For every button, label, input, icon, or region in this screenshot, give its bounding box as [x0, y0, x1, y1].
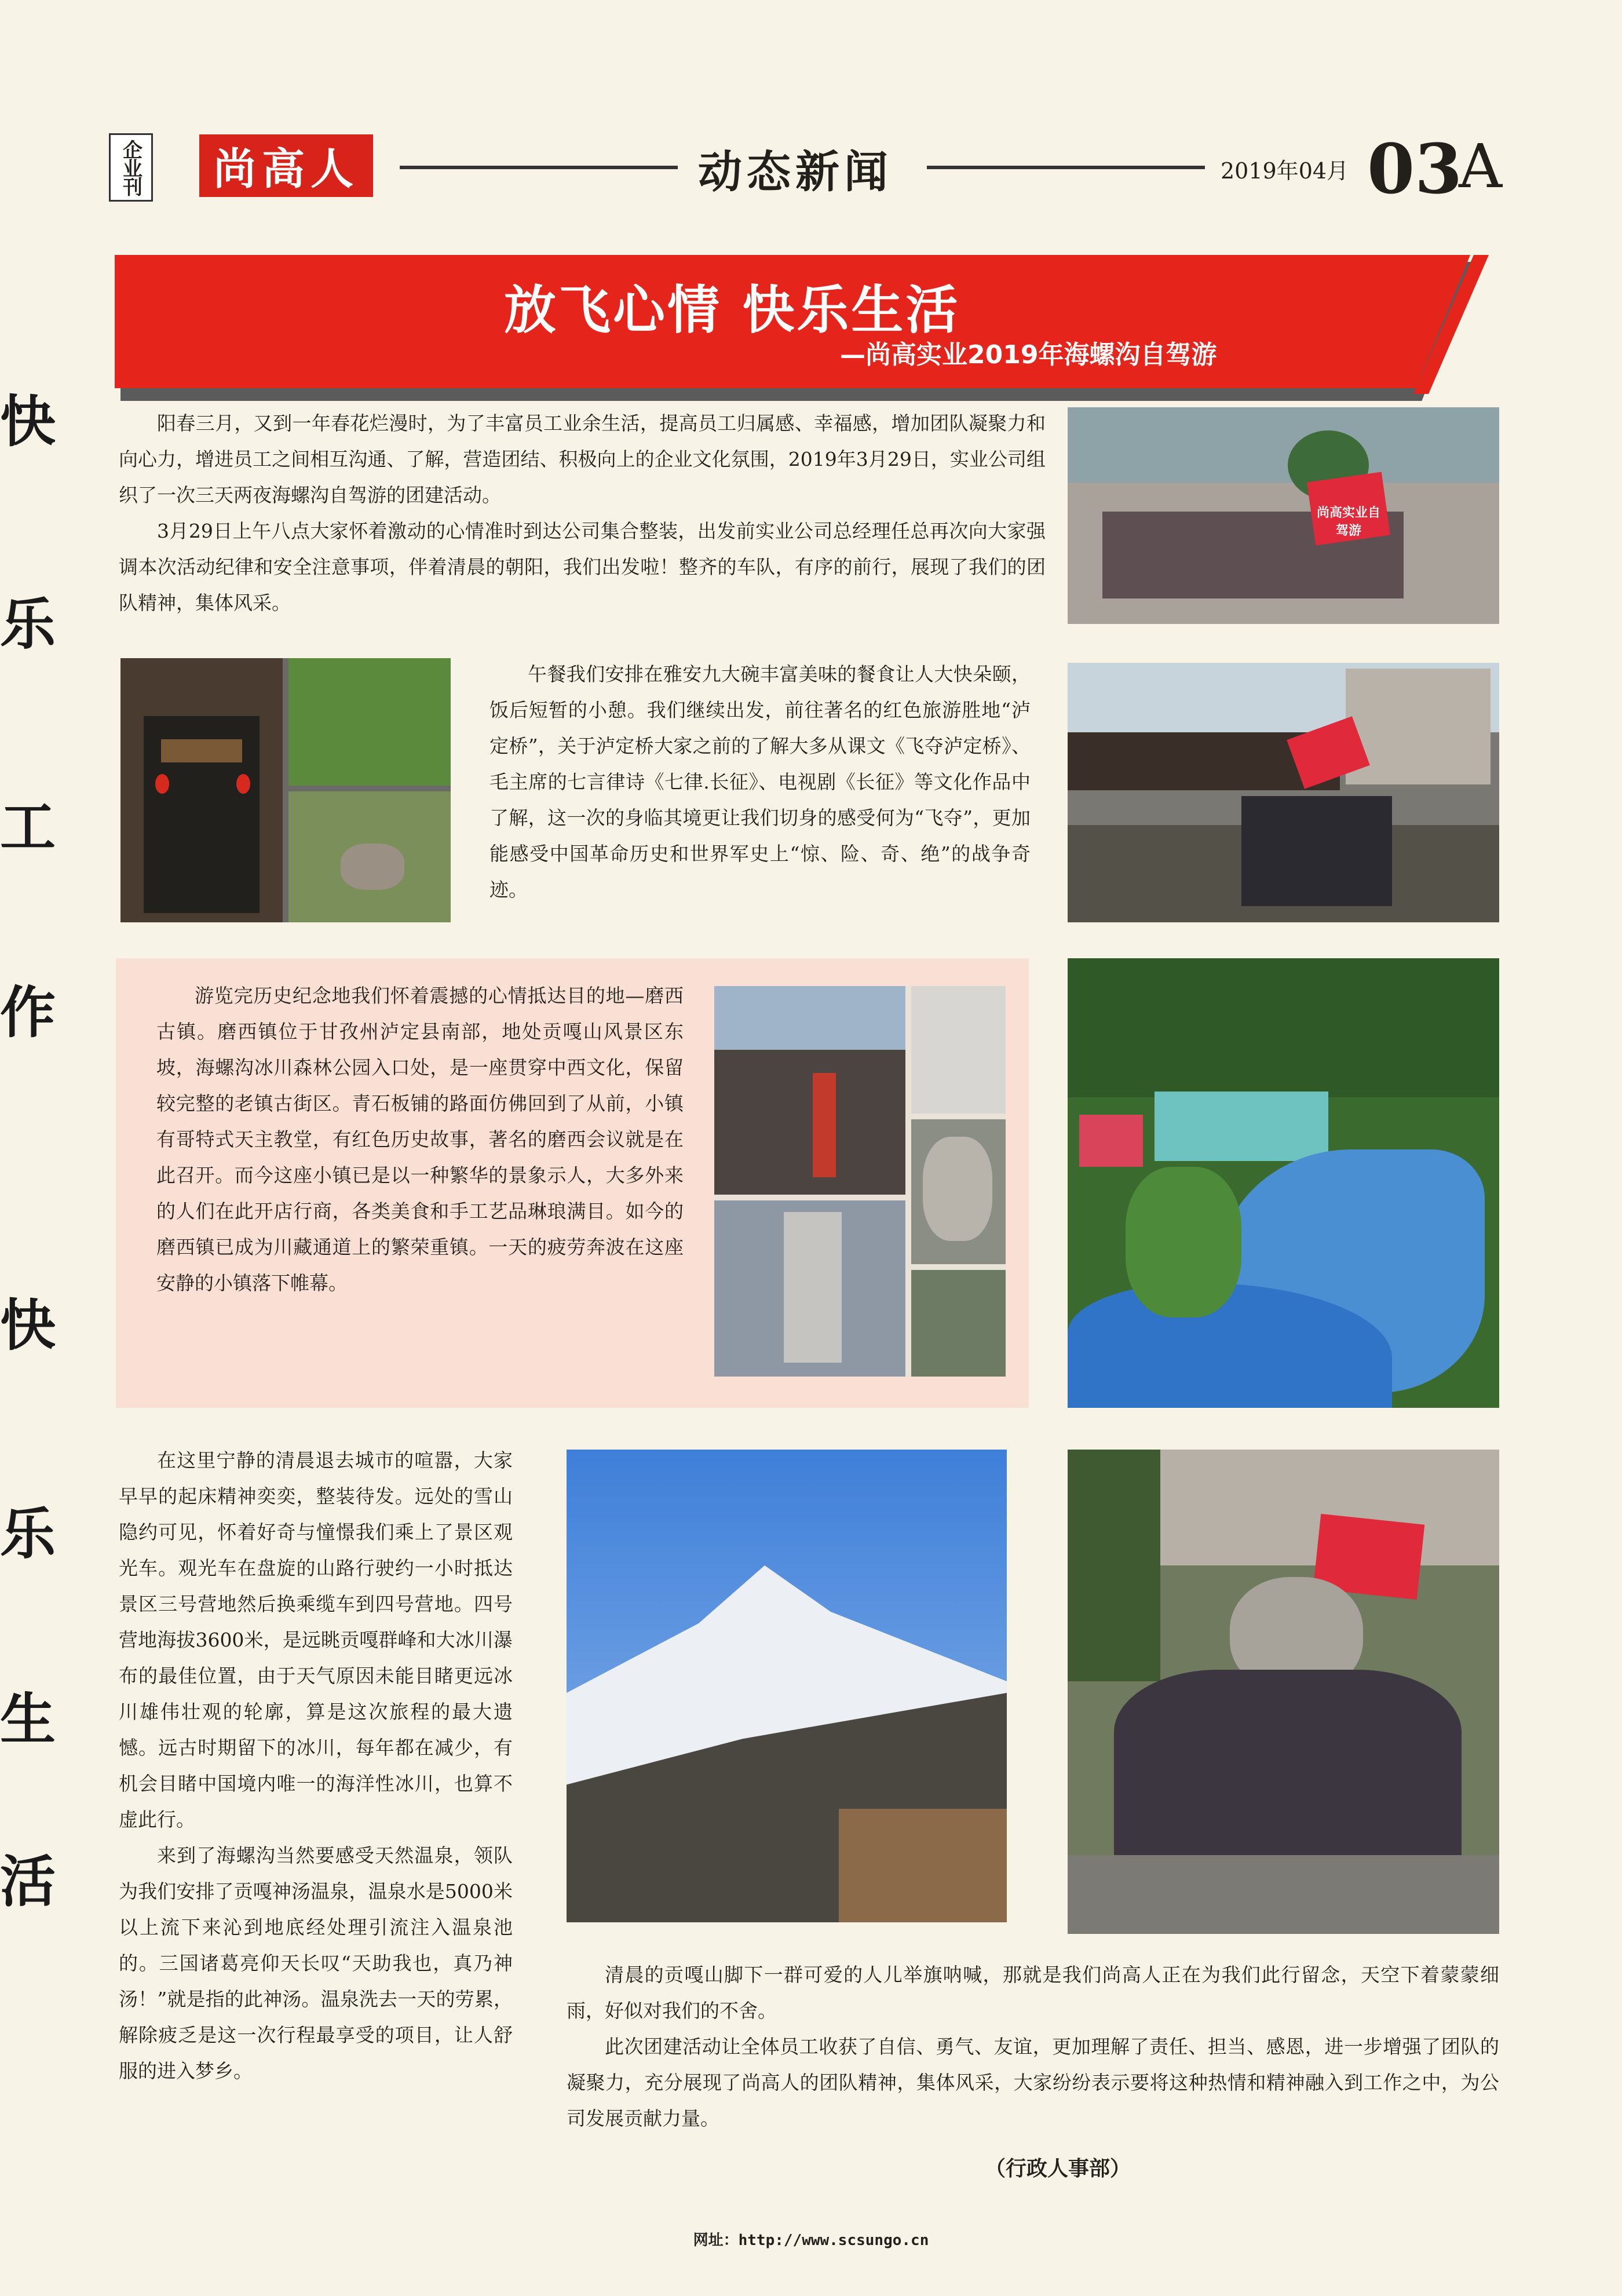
side-calligraphy-char: 生 [0, 1687, 56, 1752]
article-title: 放飞心情 快乐生活 [504, 280, 960, 341]
page-letter: A [1459, 131, 1503, 202]
paragraph: 3月29日上午八点大家怀着激动的心情准时到达公司集合整装，出发前实业公司总经理任总再次向大家强调本次活动纪律和安全注意事项，伴着清晨的朝阳，我们出发啦！整齐的车队，有序的前行，展现了我们的团队精神，集体风采。 [119, 520, 1046, 614]
side-calligraphy-char: 乐 [0, 592, 56, 657]
article-subtitle: —尚高实业2019年海螺沟自驾游 [840, 340, 1217, 370]
side-calligraphy-char: 活 [0, 1849, 56, 1914]
page-number: 03 [1367, 129, 1463, 209]
footer-website: 网址：http://www.scsungo.cn [693, 2232, 929, 2249]
brand-title: 尚高人 [199, 134, 373, 197]
side-calligraphy-char: 工 [0, 794, 56, 860]
article-body-closing [567, 1957, 1499, 2137]
side-calligraphy-char: 作 [0, 980, 56, 1045]
paragraph: 阳春三月，又到一年春花烂漫时，为了丰富员工业余生活，提高员工归属感、幸福感，增加团队凝聚力和向心力，增进员工之间相互沟通、了解，营造团结、积极向上的企业文化氛围，2019年3月29日，实业公司组织了一次三天两夜海螺沟自驾游的团建活动。 [119, 412, 1046, 506]
article-body-glacier [119, 1443, 513, 2089]
paragraph: 清晨的贡嘎山脚下一群可爱的人儿举旗呐喊，那就是我们尚高人正在为我们此行留念，天空下着蒙蒙细雨，好似对我们的不舍。 [567, 1963, 1499, 2022]
author-department: （行政人事部） [985, 2156, 1131, 2181]
paragraph: 游览完历史纪念地我们怀着震撼的心情抵达目的地—磨西古镇。磨西镇位于甘孜州泸定县南部，地处贡嘎山风景区东坡，海螺沟冰川森林公园入口处，是一座贯穿中西文化，保留较完整的老镇古街区。青石板铺的路面仿佛回到了从前，小镇有哥特式天主教堂，有红色历史故事，著名的磨西会议就是在此召开。而今这座小镇已是以一种繁华的景象示人，大多外来的人们在此开店行商，各类美食和手工艺品琳琅满目。如今的磨西镇已成为川藏通道上的繁荣重镇。一天的疲劳奔波在这座安静的小镇落下帷幕。 [156, 984, 684, 1294]
photo-hot-spring-resort [1068, 958, 1499, 1408]
issue-date: 2019年04月 [1221, 158, 1349, 184]
paragraph: 午餐我们安排在雅安九大碗丰富美味的餐食让人大快朵颐，饭后短暂的小憩。我们继续出发，前往著名的红色旅游胜地“泸定桥”，关于泸定桥大家之前的了解大多从课文《飞夺泸定桥》、毛主席的七言律诗《七律.长征》、电视剧《长征》等文化作品中了解，这一次的身临其境更让我们切身的感受何为“飞夺”，更加能感受中国革命历史和世界军史上“惊、险、奇、绝”的战争奇迹。 [489, 663, 1031, 901]
side-calligraphy-char: 快 [0, 389, 56, 454]
side-calligraphy-char: 快 [0, 1293, 56, 1358]
paragraph: 在这里宁静的清晨退去城市的喧嚣，大家早早的起床精神奕奕，整装待发。远处的雪山隐约可见，怀着好奇与憧憬我们乘上了景区观光车。观光车在盘旋的山路行驶约一小时抵达景区三号营地然后换乘缆车到四号营地。四号营地海拔3600米，是远眺贡嘎群峰和大冰川瀑布的最佳位置，由于天气原因未能目睹更远冰川雄伟壮观的轮廓，算是这次旅程的最大遗憾。远古时期留下的冰川，每年都在减少，有机会目睹中国境内唯一的海洋性冰川，也算不虚此行。 [119, 1449, 513, 1831]
article-body-luding [489, 656, 1031, 908]
section-title: 动态新闻 [698, 146, 893, 198]
header-rule-left [400, 166, 678, 169]
photo-banner-text: 尚高实业自驾游 [1316, 506, 1380, 538]
photo-snow-mountain [567, 1450, 1007, 1922]
photo-moxi-town-collage [714, 986, 1006, 1377]
photo-final-group [1068, 1450, 1499, 1934]
photo-luding-bridge-group [1068, 663, 1499, 922]
paragraph: 来到了海螺沟当然要感受天然温泉，领队为我们安排了贡嘎神汤温泉，温泉水是5000米以上流下来沁到地底经处理引流注入温泉池的。三国诸葛亮仰天长叹“天助我也，真乃神汤！”就是指的此神汤。温泉洗去一天的劳累，解除疲乏是这一次行程最享受的项目，让人舒服的进入梦乡。 [119, 1844, 513, 2082]
article-body-moxi [156, 978, 684, 1301]
photo-departure-group [1068, 407, 1499, 624]
article-body-intro [119, 406, 1046, 621]
photo-restaurant-collage [120, 658, 451, 922]
side-calligraphy-char: 乐 [0, 1501, 56, 1567]
paragraph: 此次团建活动让全体员工收获了自信、勇气、友谊，更加理解了责任、担当、感恩，进一步增强了团队的凝聚力，充分展现了尚高人的团队精神，集体风采，大家纷纷表示要将这种热情和精神融入到工作之中，为公司发展贡献力量。 [567, 2035, 1499, 2130]
header-rule-right [927, 166, 1205, 169]
publication-logo: 企业刊 [109, 133, 153, 202]
